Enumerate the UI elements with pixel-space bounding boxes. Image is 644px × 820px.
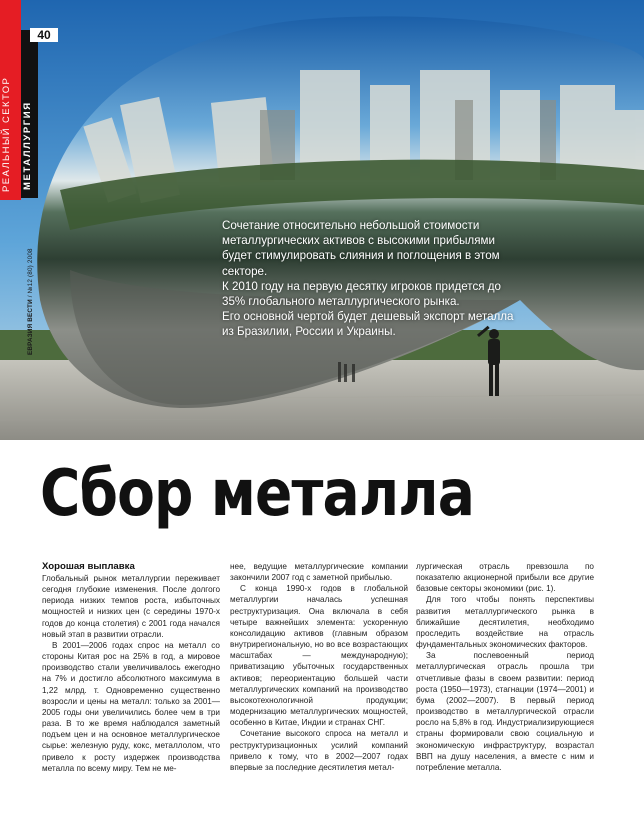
paragraph: В 2001—2006 годах спрос на металл со стороны Китая рос на 25% в год, а мировое производство стали увеличивалось ежегодно на 7% и достигло абсолютного максимума в 1,22 млрд. т. Одновременно существенно возросли и цены на металл: только за 2001—2005 годы они увеличились более чем в три раза. В то же время наблюдался заметный подъем цен и на основное металлургическое сырье: железную руду, кокс, металлолом, что привело к росту издержек производства металла по всему миру. Тем не ме- (42, 640, 220, 773)
text-column-1 (42, 561, 220, 774)
photo-caption (222, 218, 522, 340)
paragraph: лургическая отрасль превзошла по показателю акционерной прибыли все другие базовые секторы экономики (рис. 1). (416, 562, 594, 594)
paragraph: Для того чтобы понять перспективы развития металлургического рынка в ближайшие десятилетия, необходимо проследить воздействие на отрасль фундаментальных экономических факторов. (416, 595, 594, 650)
text-column-3 (416, 561, 594, 773)
paragraph: нее, ведущие металлургические компании закончили 2007 год с заметной прибылью. (230, 562, 408, 583)
rubric-label: МЕТАЛЛУРГИЯ (22, 101, 33, 190)
page-number: 40 (30, 28, 58, 42)
paragraph: Сочетание высокого спроса на металл и реструктуризационных усилий компаний привело к тому, что в 2002—2007 годах впервые за последние десятилетия метал- (230, 729, 408, 772)
magazine-name: ЕВРАЗИЯ ВЕСТИ (27, 299, 34, 355)
text-column-2 (230, 561, 408, 773)
section-label: РЕАЛЬНЫЙ СЕКТОР (1, 76, 12, 192)
issue-line: ЕВРАЗИЯ ВЕСТИ / №12 (80) 2008 (27, 248, 34, 355)
issue-number: №12 (80) 2008 (27, 248, 34, 294)
caption-line-3: Его основной чертой будет дешевый экспорт металла из Бразилии, России и Украины. (222, 310, 514, 339)
caption-line-2: К 2010 году на первую десятку игроков придется до 35% глобального металлургического рынка. (222, 279, 501, 309)
article-subheading: Хорошая выплавка (42, 561, 135, 572)
article-headline: Сбор металла (40, 457, 475, 531)
caption-line-1: Сочетание относительно небольшой стоимости металлургических активов с высокими прибылями будет стимулировать слияния и поглощения в этом секторе. (222, 219, 500, 278)
paragraph: За послевоенный период металлургическая отрасль прошла три отчетливые фазы в своем развитии: период роста (1950—1973), стагнации (1974—2001) и бума (2002—2007). В первый период производство в металлургической отрасли росло на 5,8% в год. Индустриализирующиеся страны формировали свою социальную и экономическую инфраструктуру, возрастал ВВП на душу населения, а вместе с ним и потребление металла. (416, 651, 594, 772)
paragraph: Глобальный рынок металлургии переживает сегодня глубокие изменения. После долгого периода низких темпов роста, избыточных мощностей и низких цен (с середины 1970-х годов до конца столетия) с 2001 года начался новый этап в развитии отрасли. (42, 574, 220, 639)
paragraph: С конца 1990-х годов в глобальной металлургии началась успешная реструктуризация. Она включала в себя четыре важнейших элемента: ускоренную консолидацию активов (главным образом внутрирегиональную, но во все возрастающих масштабах — международную); приватизацию убыточных государственных активов; переориентацию большей части металлургических компаний на производство высокотехнологичной продукции; модернизацию металлургических мощностей, особенно в Китае, Индии и странах СНГ. (230, 584, 408, 728)
